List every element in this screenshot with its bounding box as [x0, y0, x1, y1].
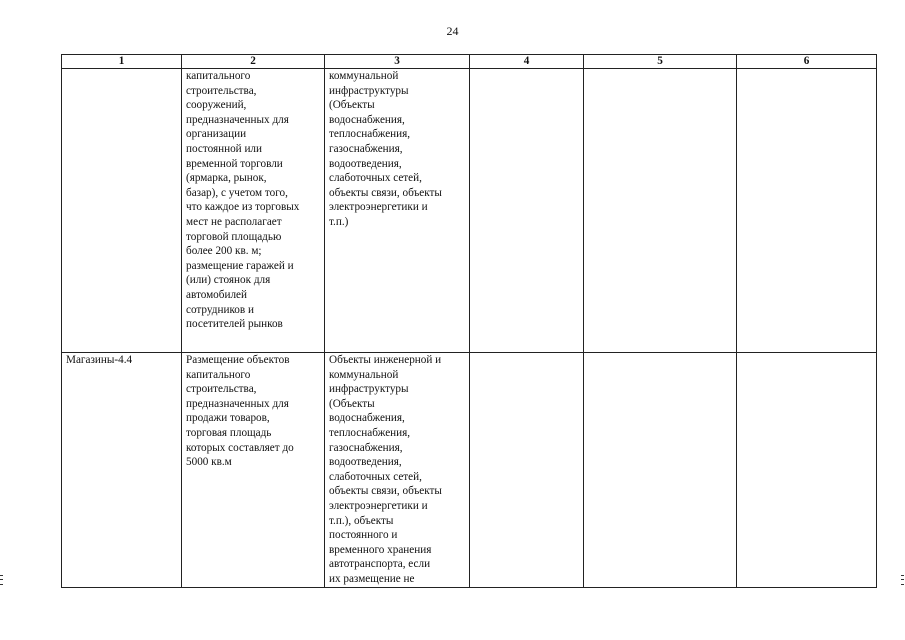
- header-col-3: 3: [325, 55, 470, 69]
- cell-use-name: [62, 69, 182, 353]
- land-use-table: [61, 54, 877, 588]
- scan-edge-mark-left: [0, 575, 3, 585]
- header-col-1: 1: [62, 55, 182, 69]
- header-col-4: 4: [470, 55, 584, 69]
- header-col-6: 6: [737, 55, 877, 69]
- cell-use-description: [182, 353, 325, 588]
- table-row: [62, 69, 877, 353]
- cell-col-6: [737, 353, 877, 588]
- cell-auxiliary-uses: [325, 69, 470, 353]
- cell-text: коммунальной инфраструктуры (Объекты водоснабжения, теплоснабжения, газоснабжения, водоотведения, слаботочных сетей, объекты связи, объекты электроэнергетики и т.п.): [329, 70, 442, 228]
- cell-text: Магазины-4.4: [66, 354, 133, 366]
- cell-col-5: [584, 69, 737, 353]
- cell-text: Объекты инженерной и коммунальной инфраструктуры (Объекты водоснабжения, теплоснабжения, газоснабжения, водоотведения, слаботочных сетей, объекты связи, объекты электроэнергетики и т.п.), объекты постоянного и временного хранения автотранспорта, если их размещение не: [329, 354, 442, 585]
- cell-col-4: [470, 353, 584, 588]
- cell-col-4: [470, 69, 584, 353]
- scan-edge-mark-right: [901, 575, 904, 585]
- header-col-2: 2: [182, 55, 325, 69]
- table-row: [62, 353, 877, 588]
- header-col-5: 5: [584, 55, 737, 69]
- cell-col-5: [584, 353, 737, 588]
- cell-text: Размещение объектов капитального строительства, предназначенных для продажи товаров, торговая площадь которых составляет до 5000 кв.м: [186, 354, 294, 469]
- cell-use-description: [182, 69, 325, 353]
- cell-col-6: [737, 69, 877, 353]
- table-header-row: [62, 55, 877, 69]
- cell-auxiliary-uses: [325, 353, 470, 588]
- cell-use-name: [62, 353, 182, 588]
- cell-text: капитального строительства, сооружений, предназначенных для организации постоянной или временной торговли (ярмарка, рынок, базар), с учетом того, что каждое из торговых мест не располагает торговой площадью более 200 кв. м; размещение гаражей и (или) стоянок для автомобилей сотрудников и посетителей рынков: [186, 70, 300, 331]
- page-number: 24: [446, 24, 459, 38]
